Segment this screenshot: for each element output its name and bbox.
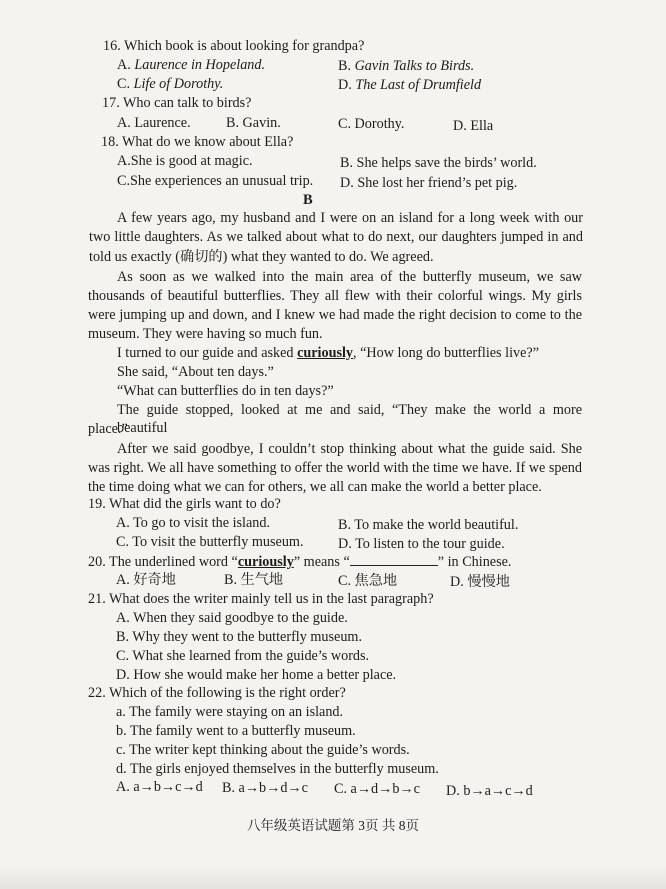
question-17-option-a[interactable]: A. Laurence. [117, 115, 191, 131]
question-22-option-b[interactable]: B. a→b→d→c [222, 780, 308, 796]
passage-line: “What can butterflies do in ten days?” [117, 383, 334, 399]
passage-line: were jumping up and down, and I knew we had made the right decision to come to the [88, 307, 582, 323]
passage-line: museum. They were having so much fun. [88, 326, 323, 342]
passage-line: A few years ago, my husband and I were on an island for a long week with our [117, 210, 583, 226]
passage-line: was right. We all have something to offer the world with the time we have. If we spend [88, 460, 582, 476]
answer-blank[interactable] [350, 552, 438, 566]
underlined-word: curiously [237, 554, 294, 570]
question-19-option-d[interactable]: D. To listen to the tour guide. [338, 536, 505, 552]
question-21-option-b[interactable]: B. Why they went to the butterfly museum. [116, 629, 363, 645]
question-19-option-c[interactable]: C. To visit the butterfly museum. [116, 534, 304, 550]
passage-line: As soon as we walked into the main area of the butterfly museum, we saw [117, 269, 582, 285]
question-16-option-b[interactable]: B. Gavin Talks to Birds. [338, 58, 475, 74]
question-22-event-a: a. The family were staying on an island. [116, 704, 344, 720]
question-22-option-c[interactable]: C. a→d→b→c [334, 781, 420, 797]
passage-line: two little daughters. As we talked about what to do next, our daughters jumped in and [89, 229, 583, 245]
underlined-word: curiously [297, 345, 354, 361]
passage-line: told us exactly (确切的) what they wanted to do. We agreed. [89, 249, 434, 265]
question-16-option-a[interactable]: A. Laurence in Hopeland. [117, 57, 266, 73]
question-17-option-d[interactable]: D. Ella [453, 118, 494, 134]
question-22-event-c: c. The writer kept thinking about the guide’s words. [116, 742, 410, 758]
passage-line: The guide stopped, looked at me and said, “They make the world a more beautiful [117, 402, 582, 436]
passage-line: the time doing what we can for others, we all can make the world a better place. [88, 479, 542, 495]
question-22-event-b: b. The family went to a butterfly museum. [116, 723, 356, 739]
question-16-stem: 16. Which book is about looking for grandpa? [103, 38, 365, 54]
question-20-option-c[interactable]: C. 焦急地 [338, 573, 398, 589]
question-18-option-b[interactable]: B. She helps save the birds’ world. [340, 155, 537, 171]
passage-line: thousands of beautiful butterflies. They all flew with their colorful wings. My girls [88, 288, 582, 304]
question-22-stem: 22. Which of the following is the right order? [88, 685, 346, 701]
scan-edge [0, 863, 666, 889]
page-footer: 八年级英语试题第 3页 共 8页 [246, 818, 420, 833]
passage-line: She said, “About ten days.” [117, 364, 274, 380]
question-16-option-d[interactable]: D. The Last of Drumfield [338, 77, 482, 93]
question-18-option-d[interactable]: D. She lost her friend’s pet pig. [340, 175, 518, 191]
question-20-stem: 20. The underlined word “curiously” means “ ” in Chinese. [88, 554, 512, 570]
question-20-option-b[interactable]: B. 生气地 [224, 572, 284, 588]
question-21-option-d[interactable]: D. How she would make her home a better place. [116, 667, 397, 683]
question-19-option-a[interactable]: A. To go to visit the island. [116, 515, 271, 531]
question-22-option-a[interactable]: A. a→b→c→d [116, 779, 203, 795]
question-22-option-d[interactable]: D. b→a→c→d [446, 783, 533, 799]
passage-line: I turned to our guide and asked curiously, “How long do butterflies live?” [117, 345, 539, 361]
question-18-option-a[interactable]: A.She is good at magic. [117, 153, 253, 169]
question-17-option-c[interactable]: C. Dorothy. [338, 116, 405, 132]
question-20-option-a[interactable]: A. 好奇地 [116, 572, 176, 588]
question-20-option-d[interactable]: D. 慢慢地 [450, 574, 510, 590]
question-18-stem: 18. What do we know about Ella? [101, 134, 294, 150]
question-16-option-c[interactable]: C. Life of Dorothy. [117, 76, 224, 92]
question-22-event-d: d. The girls enjoyed themselves in the butterfly museum. [116, 761, 439, 777]
question-19-option-b[interactable]: B. To make the world beautiful. [338, 517, 519, 533]
section-label: B [303, 192, 313, 208]
question-21-stem: 21. What does the writer mainly tell us in the last paragraph? [88, 591, 434, 607]
question-17-option-b[interactable]: B. Gavin. [226, 115, 281, 131]
question-18-option-c[interactable]: C.She experiences an unusual trip. [117, 173, 314, 189]
passage-line: After we said goodbye, I couldn’t stop thinking about what the guide said. She [117, 441, 582, 457]
question-19-stem: 19. What did the girls want to do? [88, 496, 281, 512]
passage-line: place.” [88, 421, 128, 437]
question-17-stem: 17. Who can talk to birds? [102, 95, 252, 111]
question-21-option-a[interactable]: A. When they said goodbye to the guide. [116, 610, 348, 626]
question-21-option-c[interactable]: C. What she learned from the guide’s words. [116, 648, 370, 664]
